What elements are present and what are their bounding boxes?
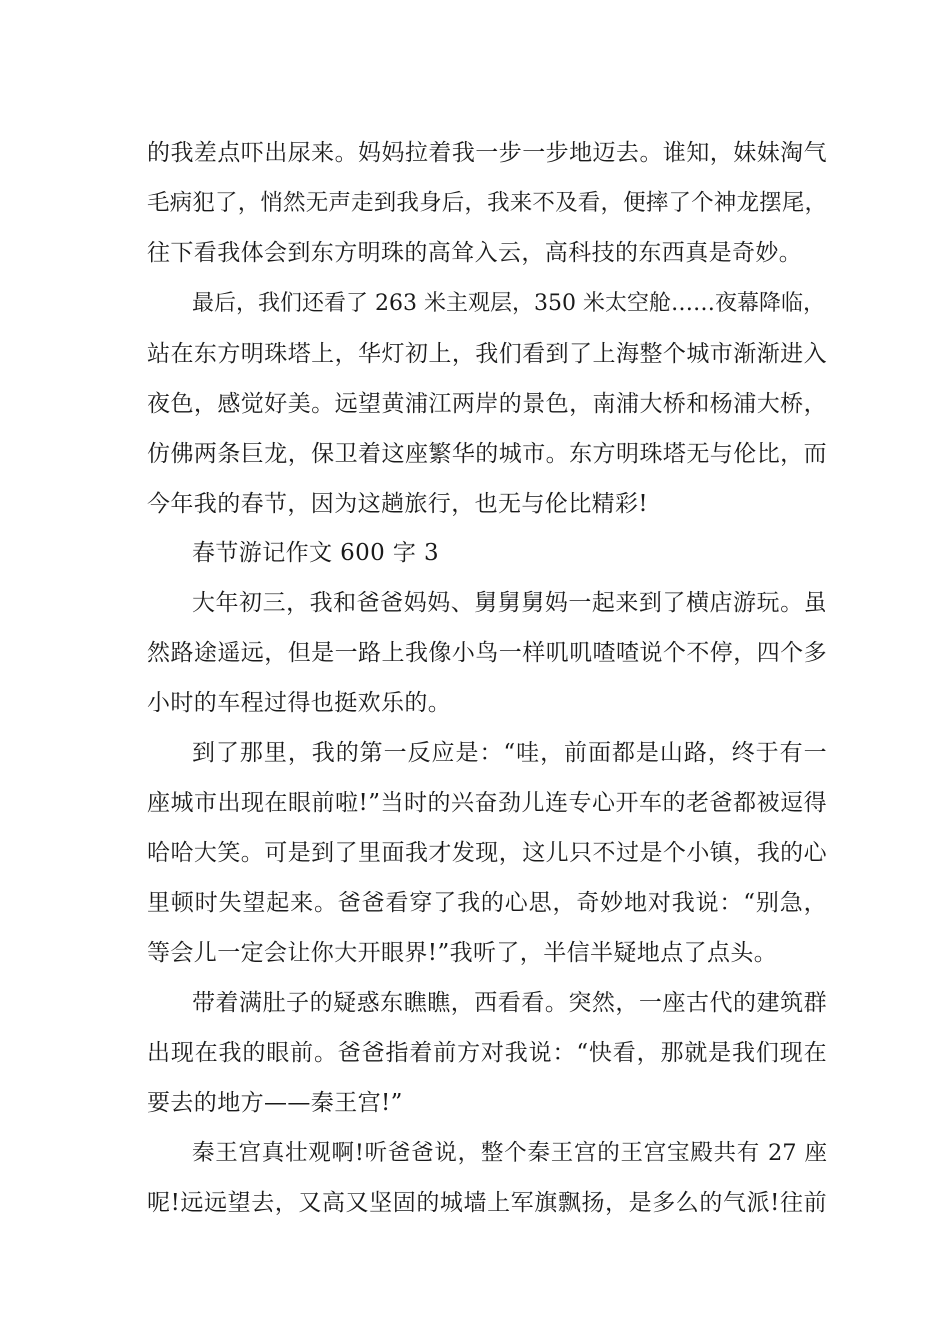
text-line: 里顿时失望起来。爸爸看穿了我的心思，奇妙地对我说：“别急， (147, 890, 827, 916)
text-line: 座城市出现在眼前啦!”当时的兴奋劲儿连专心开车的老爸都被逗得 (147, 790, 827, 816)
text-line: 到了那里，我的第一反应是：“哇，前面都是山路，终于有一 (192, 740, 827, 766)
text-line: 等会儿一定会让你大开眼界!”我听了，半信半疑地点了点头。 (147, 940, 778, 966)
text-line: 小时的车程过得也挺欢乐的。 (147, 690, 452, 716)
text-line: 哈哈大笑。可是到了里面我才发现，这儿只不过是个小镇，我的心 (147, 840, 827, 866)
text-line: 呢!远远望去，又高又坚固的城墙上军旗飘扬，是多么的气派!往前 (147, 1190, 827, 1216)
text-line: 出现在我的眼前。爸爸指着前方对我说：“快看，那就是我们现在 (147, 1040, 827, 1066)
section-heading: 春节游记作文 600 字 3 (192, 540, 440, 566)
text-line: 的我差点吓出尿来。妈妈拉着我一步一步地迈去。谁知，妹妹淘气 (147, 140, 827, 166)
text-line: 夜色，感觉好美。远望黄浦江两岸的景色，南浦大桥和杨浦大桥， (147, 391, 827, 417)
text-line: 站在东方明珠塔上，华灯初上，我们看到了上海整个城市渐渐进入 (147, 341, 827, 367)
text-line: 带着满肚子的疑惑东瞧瞧，西看看。突然，一座古代的建筑群 (192, 990, 827, 1016)
text-line: 最后，我们还看了 263 米主观层，350 米太空舱……夜幕降临， (192, 291, 825, 316)
text-line: 仿佛两条巨龙，保卫着这座繁华的城市。东方明珠塔无与伦比，而 (147, 441, 827, 467)
text-line: 往下看我体会到东方明珠的高耸入云，高科技的东西真是奇妙。 (147, 240, 803, 266)
text-line: 大年初三，我和爸爸妈妈、舅舅舅妈一起来到了横店游玩。虽 (192, 590, 827, 616)
text-line: 秦王宫真壮观啊!听爸爸说，整个秦王宫的王宫宝殿共有 27 座 (192, 1140, 827, 1166)
text-line: 要去的地方——秦王宫!” (147, 1090, 403, 1116)
text-line: 今年我的春节，因为这趟旅行，也无与伦比精彩! (147, 491, 649, 517)
text-line: 毛病犯了，悄然无声走到我身后，我来不及看，便摔了个神龙摆尾， (147, 190, 827, 216)
text-line: 然路途遥远，但是一路上我像小鸟一样叽叽喳喳说个不停，四个多 (147, 640, 827, 666)
